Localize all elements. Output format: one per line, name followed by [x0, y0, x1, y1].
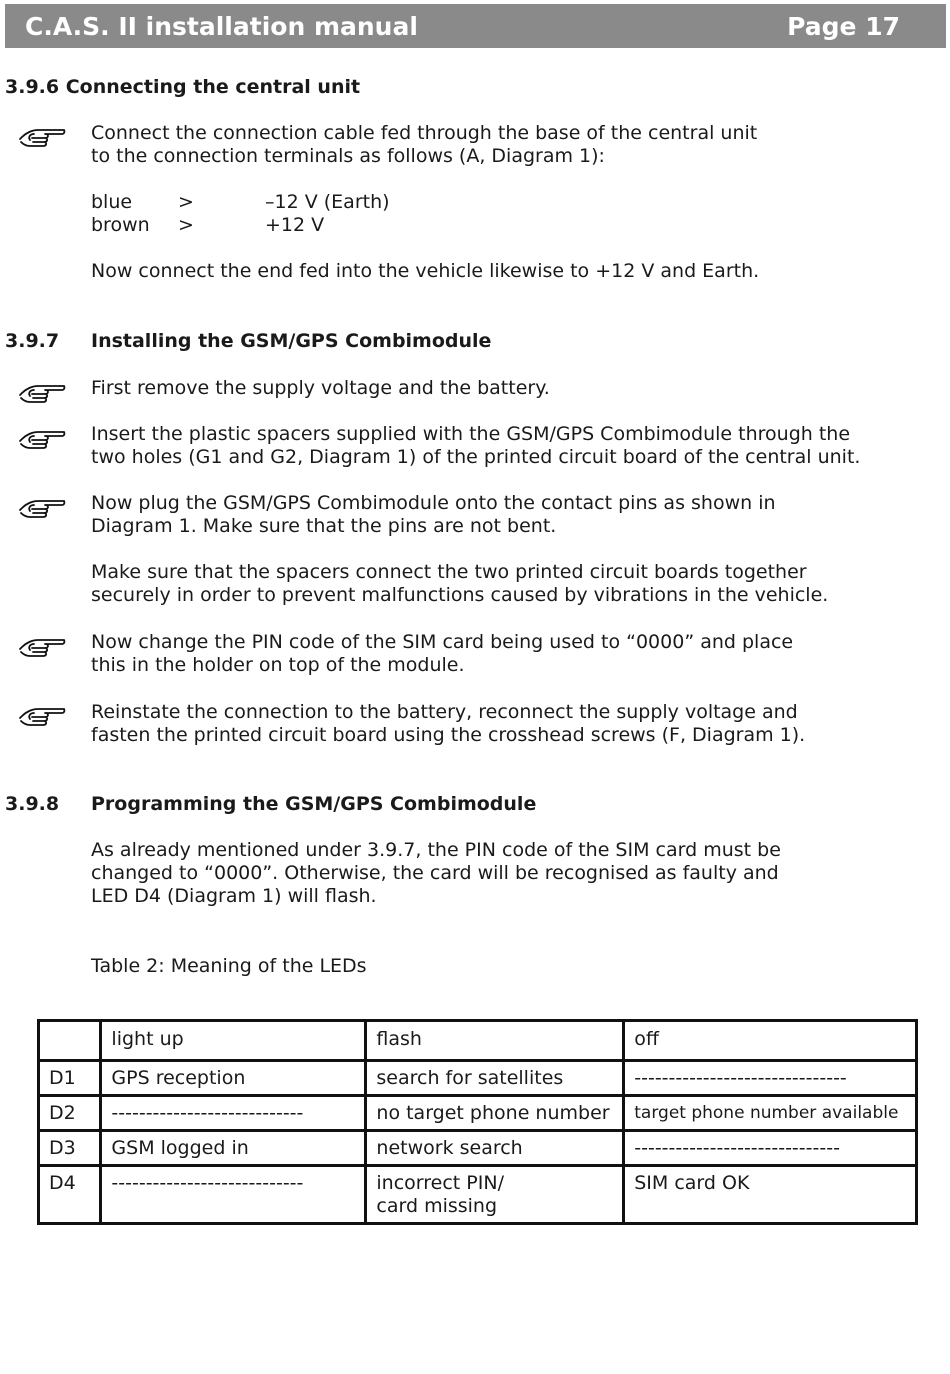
table-header-cell: flash: [366, 1021, 624, 1061]
paragraph-line: Now connect the end fed into the vehicle likewise to +12 V and Earth.: [91, 260, 760, 282]
paragraph-line: fasten the printed circuit board using the crosshead screws (F, Diagram 1).: [91, 724, 806, 746]
pointing-hand-icon: [18, 380, 66, 408]
paragraph-line: two holes (G1 and G2, Diagram 1) of the printed circuit board of the central unit.: [91, 446, 861, 468]
page-number: Page 17: [787, 11, 900, 41]
paragraph-line: First remove the supply voltage and the battery.: [91, 377, 550, 399]
wire-value: –12 V (Earth): [265, 191, 390, 213]
paragraph-line: Now plug the GSM/GPS Combimodule onto the contact pins as shown in: [91, 492, 776, 514]
table-cell: ----------------------------: [101, 1166, 366, 1224]
led-meaning-table: [37, 1019, 918, 1225]
pointing-hand-icon: [18, 634, 66, 662]
wire-arrow: >: [178, 214, 194, 236]
paragraph-line: Make sure that the spacers connect the two printed circuit boards together: [91, 561, 807, 583]
cell-line: incorrect PIN/: [376, 1172, 504, 1194]
table-header-cell: light up: [101, 1021, 366, 1061]
section-number: 3.9.8: [5, 793, 60, 815]
wire-value: +12 V: [265, 214, 325, 236]
table-caption: Table 2: Meaning of the LEDs: [91, 955, 367, 977]
pointing-hand-icon: [18, 703, 66, 731]
wire-arrow: >: [178, 191, 194, 213]
section-3-9-8-heading: Programming the GSM/GPS Combimodule: [91, 793, 537, 815]
paragraph-line: Reinstate the connection to the battery, reconnect the supply voltage and: [91, 701, 798, 723]
table-cell: target phone number available: [624, 1096, 917, 1131]
led-id-cell: D3: [39, 1131, 101, 1166]
table-header-row: [39, 1021, 917, 1061]
manual-title: C.A.S. II installation manual: [25, 11, 418, 41]
table-row: [39, 1166, 917, 1224]
table-cell: GSM logged in: [101, 1131, 366, 1166]
table-cell: search for satellites: [366, 1061, 624, 1096]
paragraph-line: Insert the plastic spacers supplied with the GSM/GPS Combimodule through the: [91, 423, 851, 445]
led-id-cell: D4: [39, 1166, 101, 1224]
paragraph-line: securely in order to prevent malfunctions caused by vibrations in the vehicle.: [91, 584, 829, 606]
paragraph-line: As already mentioned under 3.9.7, the PIN code of the SIM card must be: [91, 839, 781, 861]
table-cell: ------------------------------: [624, 1131, 917, 1166]
led-id-cell: D1: [39, 1061, 101, 1096]
table-cell: SIM card OK: [624, 1166, 917, 1224]
table-row: [39, 1131, 917, 1166]
table-cell: ----------------------------: [101, 1096, 366, 1131]
led-id-cell: D2: [39, 1096, 101, 1131]
wire-color-blue: blue: [91, 191, 133, 213]
wire-color-brown: brown: [91, 214, 150, 236]
table-header-cell: [39, 1021, 101, 1061]
paragraph-line: Connect the connection cable fed through the base of the central unit: [91, 122, 758, 144]
pointing-hand-icon: [18, 495, 66, 523]
section-3-9-7-heading: Installing the GSM/GPS Combimodule: [91, 330, 492, 352]
page-header: [5, 4, 946, 48]
table-row: [39, 1096, 917, 1131]
paragraph-line: this in the holder on top of the module.: [91, 654, 465, 676]
table-cell: [366, 1166, 624, 1224]
table-cell: GPS reception: [101, 1061, 366, 1096]
pointing-hand-icon: [18, 426, 66, 454]
paragraph-line: to the connection terminals as follows (A, Diagram 1):: [91, 145, 605, 167]
table-cell: network search: [366, 1131, 624, 1166]
paragraph-line: LED D4 (Diagram 1) will flash.: [91, 885, 377, 907]
pointing-hand-icon: [18, 124, 66, 152]
table-header-cell: off: [624, 1021, 917, 1061]
paragraph-line: Now change the PIN code of the SIM card being used to “0000” and place: [91, 631, 794, 653]
section-number: 3.9.7: [5, 330, 60, 352]
table-cell: no target phone number: [366, 1096, 624, 1131]
table-cell: -------------------------------: [624, 1061, 917, 1096]
table-row: [39, 1061, 917, 1096]
section-3-9-6-heading: 3.9.6 Connecting the central unit: [5, 76, 361, 98]
cell-line: card missing: [376, 1195, 498, 1217]
paragraph-line: Diagram 1. Make sure that the pins are not bent.: [91, 515, 557, 537]
paragraph-line: changed to “0000”. Otherwise, the card will be recognised as faulty and: [91, 862, 779, 884]
